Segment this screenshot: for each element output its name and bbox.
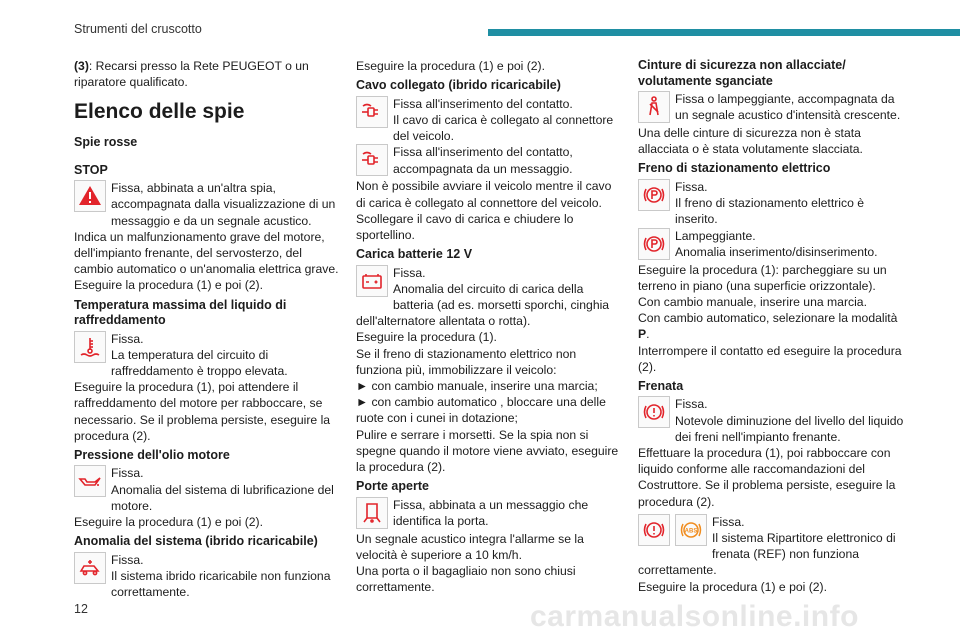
parking-brake-icon [638,179,670,211]
battery-icon-line1: Fissa. [393,265,426,280]
intro-paragraph [74,58,340,90]
battery-bullet-1: ► con cambio manuale, inserire una marcia; [356,379,598,394]
temp-entry [74,331,340,380]
battery-proc: Eseguire la procedura (1). [356,330,497,345]
brake-b-line2: Il sistema Ripartitore elettronico di frenata (REF) non funziona correttamente. [638,531,896,578]
header-title: Strumenti del cruscotto [74,22,202,36]
header-accent-bar [488,29,960,36]
page-number: 12 [74,602,88,616]
parking-title: Freno di stazionamento elettrico [638,161,831,176]
brake-a-body: Effettuare la procedura (1), poi rabboccare con liquido conforme alle raccomandazioni del Costruttore. Se il problema persiste, eseguire la procedura (2). [638,446,896,509]
temp-icon-line2: La temperatura del circuito di raffreddamento è troppo elevata. [111,347,288,378]
doors-entry [356,497,622,531]
hybrid-entry [74,552,340,601]
section-title: Elenco delle spie [74,100,245,124]
parking-b-line2: Anomalia inserimento/disinserimento. [675,244,878,259]
hybrid-title: Anomalia del sistema (ibrido ricaricabile) [74,534,318,549]
parking-p4: Interrompere il contatto ed eseguire la procedura (2). [638,343,902,374]
battery-clean: Pulire e serrare i morsetti. Se la spia non si spegne quando il motore viene avviato, eseguire la procedura (2). [356,427,619,475]
parking-b-line1: Lampeggiante. [675,228,756,243]
cable-title: Cavo collegato (ibrido ricaricabile) [356,78,561,93]
parking-p1: Eseguire la procedura (1): parcheggiare su un terreno in piano (una superficie orizzontale). [638,262,887,293]
battery-icon-line2: Anomalia del circuito di carica della batteria (ad es. morsetti sporchi, cinghia dell'alternatore allentata o rotta). [356,281,610,329]
oil-icon-line1: Fissa. [111,466,144,481]
door-open-icon [356,497,388,529]
cable-b-body: Non è possibile avviare il veicolo mentre il cavo di carica è collegato al connettore del veicolo. Scollegare il cavo di carica e chiudere lo sportellino. [356,179,612,242]
hybrid-icon-line1: Fissa. [111,552,144,567]
oil-pressure-icon [74,465,106,497]
parking-p2: Con cambio manuale, inserire una marcia. [638,294,867,309]
parking-brake-icon [638,228,670,260]
belts-icon-line1: Fissa o lampeggiante, accompagnata da un segnale acustico d'intensità crescente. [675,92,901,123]
cable-a-line2: Il cavo di carica è collegato al connettore del veicolo. [393,112,614,144]
coolant-temperature-icon [74,331,106,363]
oil-title: Pressione dell'olio motore [74,447,230,462]
doors-body2: Una porta o il bagagliaio non sono chiusi correttamente. [356,564,576,595]
oil-icon-line2: Anomalia del sistema di lubrificazione del motore. [111,482,334,513]
brake-proc: Eseguire la procedura (1) e poi (2). [638,579,828,594]
battery-brake-text: Se il freno di stazionamento elettrico non funziona più, immobilizzare il veicolo: [356,346,577,377]
oil-proc: Eseguire la procedura (1) e poi (2). [74,515,264,530]
parking-p3c: . [646,327,650,342]
parking-p3 [638,310,904,342]
stop-entry [74,180,340,229]
temp-icon-line1: Fissa. [111,331,144,346]
brake-icon [638,514,670,546]
watermark: carmanualsonline.info [530,600,859,633]
col2-top-proc: Eseguire la procedura (1) e poi (2). [356,59,546,73]
doors-icon-line1: Fissa, abbinata a un messaggio che identifica la porta. [393,497,589,528]
belts-title: Cinture di sicurezza non allacciate/ volutamente sganciate [638,58,846,88]
parking-p3b: P [638,327,647,342]
parking-p3a: Con cambio automatico, selezionare la modalità [638,311,898,326]
stop-title: STOP [74,162,108,177]
doors-title: Porte aperte [356,479,429,494]
belts-body: Una delle cinture di sicurezza non è stata allacciata o è stata volutamente slacciata. [638,126,863,157]
parking-a-line1: Fissa. [675,179,708,194]
brake-a-line1: Fissa. [675,397,708,412]
charging-cable-icon [356,144,388,176]
battery-icon [356,265,388,297]
parking-entry-b [638,228,904,262]
seatbelt-icon [638,91,670,123]
brake-entry-b [638,514,904,579]
intro-ref: (3) [74,59,89,73]
parking-entry-a [638,179,904,228]
cable-a-line1: Fissa all'inserimento del contatto. [393,96,573,111]
battery-title: Carica batterie 12 V [356,247,473,262]
stop-body: Indica un malfunzionamento grave del motore, dell'impianto frenante, del servosterzo, del cambio automatico o un'anomalia elettrica grave. [74,229,339,277]
brake-b-line1: Fissa. [712,514,745,529]
brake-entry-a [638,396,904,445]
brake-icon [638,396,670,428]
abs-icon [675,514,707,546]
oil-entry [74,465,340,514]
stop-icon-text: Fissa, abbinata a un'altra spia, accompagnata dalla visualizzazione di un messaggio e da un segnale acustico. [111,181,336,228]
cable-entry-a [356,96,622,145]
hybrid-system-icon [74,552,106,584]
column-3 [638,58,904,599]
temp-title: Temperatura massima del liquido di raffreddamento [74,297,287,328]
column-1 [74,58,340,600]
charging-cable-icon [356,96,388,128]
battery-entry [356,265,622,330]
column-2 [356,58,622,600]
hybrid-icon-line2: Il sistema ibrido ricaricabile non funziona correttamente. [111,568,331,600]
cable-b-line1: Fissa all'inserimento del contatto, accompagnata da un messaggio. [393,145,573,176]
cable-entry-b [356,144,622,178]
belts-entry [638,91,904,125]
stop-proc: Eseguire la procedura (1) e poi (2). [74,278,264,293]
intro-text: : Recarsi presso la Rete PEUGEOT o un riparatore qualificato. [74,59,309,90]
brake-a-line2: Notevole diminuzione del livello del liquido dei freni nell'impianto frenante. [675,413,904,444]
svg-text:ABS: ABS [684,528,698,535]
doors-body: Un segnale acustico integra l'allarme se la velocità è superiore a 10 km/h. [356,531,584,562]
parking-a-line2: Il freno di stazionamento elettrico è inserito. [675,196,865,227]
subsection-title: Spie rosse [74,135,138,150]
brake-title: Frenata [638,378,684,393]
temp-body: Eseguire la procedura (1), poi attendere il raffreddamento del motore per rabboccare, se necessario. Se il problema persiste, eseguire la procedura (2). [74,380,331,443]
stop-warning-icon [74,180,106,212]
battery-bullet-2: ► con cambio automatico , bloccare una delle ruote con i cunei in dotazione; [356,395,606,426]
